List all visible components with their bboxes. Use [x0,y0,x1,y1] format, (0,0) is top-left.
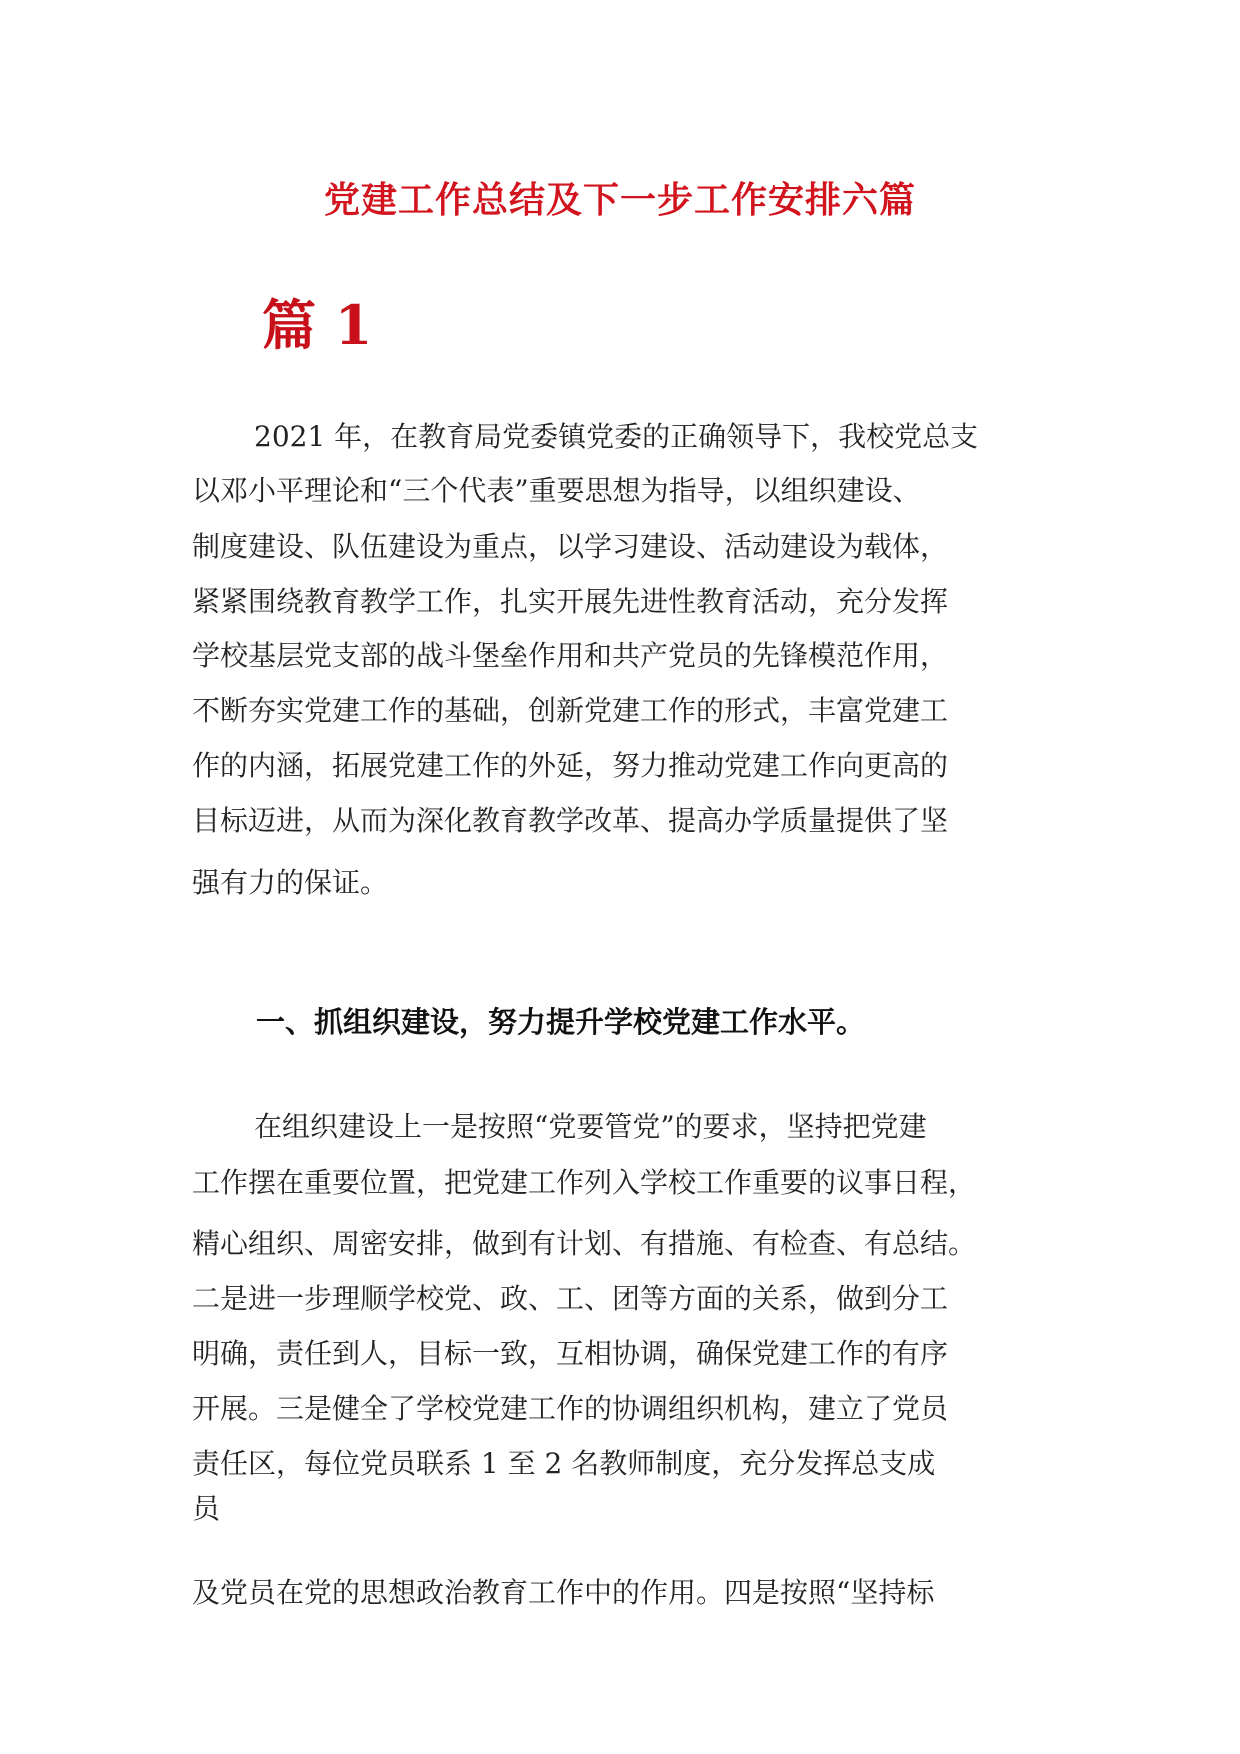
paragraph-line: 学校基层党支部的战斗堡垒作用和共产党员的先锋模范作用， [192,639,949,672]
paragraph-line: 开展。三是健全了学校党建工作的协调组织机构，建立了党员 [192,1392,949,1425]
paragraph-line: 制度建设、队伍建设为重点，以学习建设、活动建设为载体， [192,530,949,563]
paragraph-line: 工作摆在重要位置，把党建工作列入学校工作重要的议事日程， [192,1166,977,1199]
paragraph-line: 紧紧围绕教育教学工作，扎实开展先进性教育活动，充分发挥 [192,585,949,618]
paragraph-line: 二是进一步理顺学校党、政、工、团等方面的关系，做到分工 [192,1282,949,1315]
paragraph-line: 员 [192,1492,221,1525]
paragraph-line: 2021 年，在教育局党委镇党委的正确领导下，我校党总支 [254,420,979,453]
paragraph-line: 明确，责任到人，目标一致，互相协调，确保党建工作的有序 [192,1337,949,1370]
paragraph-line: 作的内涵，拓展党建工作的外延，努力推动党建工作向更高的 [192,749,949,782]
paragraph-line: 责任区，每位党员联系 1 至 2 名教师制度，充分发挥总支成 [192,1447,936,1480]
paragraph-line: 及党员在党的思想政治教育工作中的作用。四是按照“坚持标 [192,1576,935,1609]
paragraph-line: 不断夯实党建工作的基础，创新党建工作的形式，丰富党建工 [192,694,949,727]
document-title: 党建工作总结及下一步工作安排六篇 [323,179,916,221]
paragraph-line: 强有力的保证。 [192,866,389,899]
subheading: 一、抓组织建设，努力提升学校党建工作水平。 [256,1005,866,1039]
section-heading: 篇 1 [262,293,373,357]
paragraph-line: 精心组织、周密安排，做到有计划、有措施、有检查、有总结。 [192,1227,977,1260]
paragraph-line: 在组织建设上一是按照“党要管党”的要求，坚持把党建 [254,1110,927,1143]
paragraph-line: 以邓小平理论和“三个代表”重要思想为指导，以组织建设、 [192,474,921,507]
paragraph-line: 目标迈进，从而为深化教育教学改革、提高办学质量提供了坚 [192,804,949,837]
